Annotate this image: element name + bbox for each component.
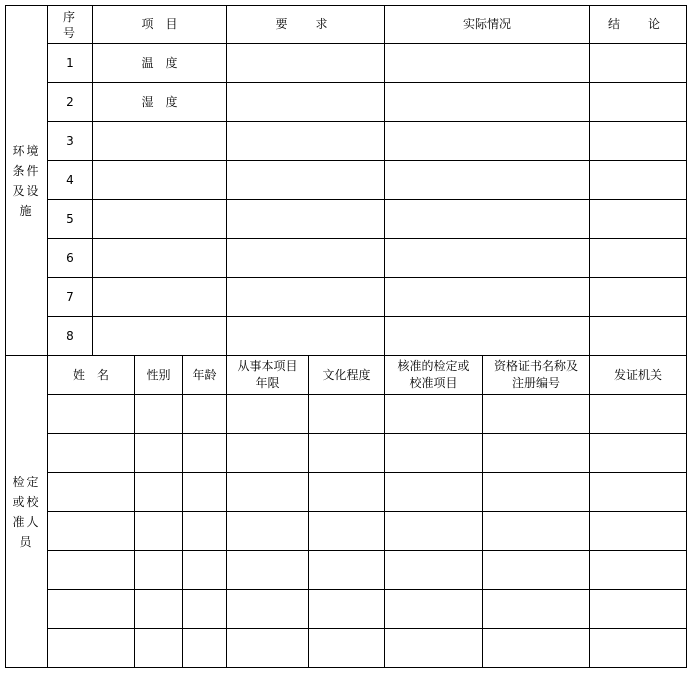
section2-header-row <box>6 356 687 395</box>
approved-items-cell[interactable] <box>385 590 483 629</box>
section1-title: 环境条件及设施 <box>12 143 41 218</box>
approved-items-header: 核准的检定或校准项目 <box>385 356 483 395</box>
seq-header: 序号 <box>48 6 93 44</box>
name-cell[interactable] <box>48 629 135 668</box>
education-cell[interactable] <box>309 512 385 551</box>
certificate-header: 资格证书名称及注册编号 <box>483 356 590 395</box>
age-cell[interactable] <box>183 590 227 629</box>
requirement-cell[interactable] <box>227 239 385 278</box>
name-cell[interactable] <box>48 512 135 551</box>
table-row <box>6 629 687 668</box>
table-row <box>6 278 687 317</box>
name-cell[interactable] <box>48 473 135 512</box>
seq-cell: 7 <box>48 278 93 317</box>
age-cell[interactable] <box>183 512 227 551</box>
issuer-cell[interactable] <box>590 590 687 629</box>
issuer-cell[interactable] <box>590 512 687 551</box>
gender-cell[interactable] <box>135 473 183 512</box>
approved-items-cell[interactable] <box>385 551 483 590</box>
years-cell[interactable] <box>227 551 309 590</box>
seq-cell: 8 <box>48 317 93 356</box>
certificate-cell[interactable] <box>483 590 590 629</box>
item-header: 项 目 <box>93 6 227 44</box>
issuer-header: 发证机关 <box>590 356 687 395</box>
age-cell[interactable] <box>183 434 227 473</box>
years-cell[interactable] <box>227 434 309 473</box>
approved-items-cell[interactable] <box>385 473 483 512</box>
actual-cell[interactable] <box>385 200 590 239</box>
actual-cell[interactable] <box>385 161 590 200</box>
name-cell[interactable] <box>48 590 135 629</box>
issuer-cell[interactable] <box>590 551 687 590</box>
gender-cell[interactable] <box>135 512 183 551</box>
gender-header: 性别 <box>135 356 183 395</box>
name-cell[interactable] <box>48 434 135 473</box>
seq-cell: 2 <box>48 83 93 122</box>
approved-items-cell[interactable] <box>385 434 483 473</box>
item-cell[interactable] <box>93 239 227 278</box>
requirement-cell[interactable] <box>227 122 385 161</box>
age-cell[interactable] <box>183 395 227 434</box>
conclusion-cell[interactable] <box>590 83 687 122</box>
actual-cell[interactable] <box>385 44 590 83</box>
item-cell[interactable] <box>93 317 227 356</box>
name-cell[interactable] <box>48 395 135 434</box>
issuer-cell[interactable] <box>590 629 687 668</box>
item-cell[interactable]: 温 度 <box>93 44 227 83</box>
seq-cell: 3 <box>48 122 93 161</box>
conclusion-cell[interactable] <box>590 317 687 356</box>
item-cell[interactable] <box>93 122 227 161</box>
education-cell[interactable] <box>309 473 385 512</box>
table-row <box>6 44 687 83</box>
gender-cell[interactable] <box>135 551 183 590</box>
name-header: 姓 名 <box>48 356 135 395</box>
table-row <box>6 473 687 512</box>
table-row <box>6 239 687 278</box>
education-header: 文化程度 <box>309 356 385 395</box>
conclusion-cell[interactable] <box>590 239 687 278</box>
actual-cell[interactable] <box>385 83 590 122</box>
requirement-cell[interactable] <box>227 161 385 200</box>
certificate-cell[interactable] <box>483 551 590 590</box>
table-row <box>6 122 687 161</box>
table-row <box>6 512 687 551</box>
years-cell[interactable] <box>227 473 309 512</box>
form-table <box>5 5 687 668</box>
seq-cell: 5 <box>48 200 93 239</box>
conclusion-cell[interactable] <box>590 161 687 200</box>
gender-cell[interactable] <box>135 395 183 434</box>
seq-cell: 4 <box>48 161 93 200</box>
table-row <box>6 200 687 239</box>
issuer-cell[interactable] <box>590 395 687 434</box>
actual-cell[interactable] <box>385 278 590 317</box>
certificate-cell[interactable] <box>483 629 590 668</box>
actual-header: 实际情况 <box>385 6 590 44</box>
years-cell[interactable] <box>227 395 309 434</box>
age-cell[interactable] <box>183 551 227 590</box>
seq-cell: 1 <box>48 44 93 83</box>
table-row <box>6 83 687 122</box>
table-row <box>6 161 687 200</box>
requirement-cell[interactable] <box>227 278 385 317</box>
actual-cell[interactable] <box>385 122 590 161</box>
actual-cell[interactable] <box>385 239 590 278</box>
issuer-cell[interactable] <box>590 434 687 473</box>
issuer-cell[interactable] <box>590 473 687 512</box>
table-row <box>6 434 687 473</box>
years-cell[interactable] <box>227 629 309 668</box>
seq-cell: 6 <box>48 239 93 278</box>
age-cell[interactable] <box>183 473 227 512</box>
years-cell[interactable] <box>227 512 309 551</box>
years-cell[interactable] <box>227 590 309 629</box>
education-cell[interactable] <box>309 395 385 434</box>
gender-cell[interactable] <box>135 629 183 668</box>
item-cell[interactable]: 湿 度 <box>93 83 227 122</box>
approved-items-cell[interactable] <box>385 395 483 434</box>
approved-items-cell[interactable] <box>385 512 483 551</box>
requirement-cell[interactable] <box>227 317 385 356</box>
name-cell[interactable] <box>48 551 135 590</box>
age-header: 年龄 <box>183 356 227 395</box>
conclusion-cell[interactable] <box>590 122 687 161</box>
education-cell[interactable] <box>309 551 385 590</box>
item-cell[interactable] <box>93 161 227 200</box>
requirement-cell[interactable] <box>227 44 385 83</box>
section1-header-row <box>6 6 687 44</box>
conclusion-header: 结 论 <box>590 6 687 44</box>
requirement-header: 要 求 <box>227 6 385 44</box>
years-header: 从事本项目年限 <box>227 356 309 395</box>
conclusion-cell[interactable] <box>590 200 687 239</box>
conclusion-cell[interactable] <box>590 44 687 83</box>
approved-items-cell[interactable] <box>385 629 483 668</box>
certificate-cell[interactable] <box>483 473 590 512</box>
table-row <box>6 590 687 629</box>
education-cell[interactable] <box>309 629 385 668</box>
certificate-cell[interactable] <box>483 512 590 551</box>
gender-cell[interactable] <box>135 590 183 629</box>
section1-side-label <box>6 6 48 356</box>
item-cell[interactable] <box>93 200 227 239</box>
requirement-cell[interactable] <box>227 200 385 239</box>
certificate-cell[interactable] <box>483 395 590 434</box>
certificate-cell[interactable] <box>483 434 590 473</box>
table-row <box>6 395 687 434</box>
gender-cell[interactable] <box>135 434 183 473</box>
age-cell[interactable] <box>183 629 227 668</box>
table-row <box>6 551 687 590</box>
actual-cell[interactable] <box>385 317 590 356</box>
education-cell[interactable] <box>309 590 385 629</box>
item-cell[interactable] <box>93 278 227 317</box>
conclusion-cell[interactable] <box>590 278 687 317</box>
section2-title: 检定或校准人员 <box>12 474 41 549</box>
table-row <box>6 317 687 356</box>
section2-side-label <box>6 356 48 668</box>
requirement-cell[interactable] <box>227 83 385 122</box>
education-cell[interactable] <box>309 434 385 473</box>
